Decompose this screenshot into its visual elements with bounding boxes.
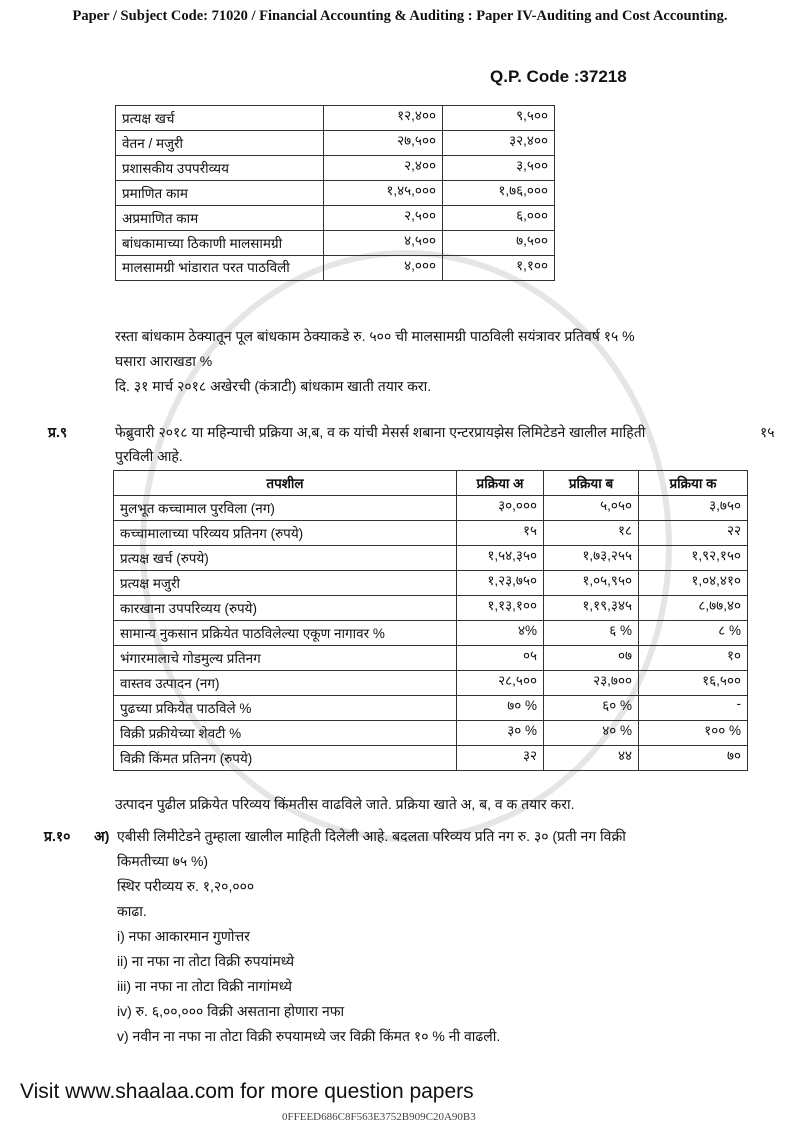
cell-value: १०० % [639, 721, 748, 746]
row-label: भंगारमालाचे गोडमुल्य प्रतिनग [114, 646, 457, 671]
q9-instruction: उत्पादन पुढील प्रक्रियेत परिव्यय किंमतीस वाढविले जाते. प्रक्रिया खाते अ, ब, व क तयार करा. [115, 796, 575, 812]
cell-value: ३० % [457, 721, 544, 746]
row-label: प्रशासकीय उपपरीव्यय [116, 156, 324, 181]
table-row [114, 671, 748, 696]
cell-value: ४४ [544, 746, 639, 771]
cell-value: २७,५०० [324, 131, 443, 156]
cell-value: ४,००० [324, 256, 443, 281]
cell-value: ३२ [457, 746, 544, 771]
col-header: प्रक्रिया ब [544, 471, 639, 496]
cell-value: ४० % [544, 721, 639, 746]
row-label: कारखाना उपपरिव्यय (रुपये) [114, 596, 457, 621]
q10-text: स्थिर परीव्यय रु. १,२०,००० [117, 878, 255, 894]
para-line: घसारा आराखडा % [115, 353, 213, 369]
table-row [116, 181, 555, 206]
row-label: विक्री किंमत प्रतिनग (रुपये) [114, 746, 457, 771]
q9-marks: १५ [760, 424, 775, 440]
table-row [116, 156, 555, 181]
row-label: प्रत्यक्ष मजुरी [114, 571, 457, 596]
para-line: दि. ३१ मार्च २०१८ अखेरची (कंत्राटी) बांधकाम खाती तयार करा. [115, 378, 432, 394]
cell-value: ६,००० [443, 206, 555, 231]
q10-item: ii) ना नफा ना तोटा विक्री रुपयांमध्ये [117, 953, 295, 969]
cell-value: २८,५०० [457, 671, 544, 696]
table-row [114, 646, 748, 671]
row-label: प्रत्यक्ष खर्च [116, 106, 324, 131]
row-label: बांधकामाच्या ठिकाणी मालसामग्री [116, 231, 324, 256]
table-row [116, 106, 555, 131]
q9-text: फेब्रुवारी २०१८ या महिन्याची प्रक्रिया अ,ब, व क यांची मेसर्स शबाना एन्टरप्रायझेस लिमिटेडने खालील माहिती [115, 424, 646, 440]
cell-value: १,१०० [443, 256, 555, 281]
cell-value: ०७ [544, 646, 639, 671]
row-label: पुढच्या प्रकियेत पाठविले % [114, 696, 457, 721]
page-header: Paper / Subject Code: 71020 / Financial Accounting & Auditing : Paper IV-Auditing and Cost Accounting. [72, 8, 728, 24]
cell-value: १,१३,१०० [457, 596, 544, 621]
table-row [114, 696, 748, 721]
cell-value: ०५ [457, 646, 544, 671]
para-line: रस्ता बांधकाम ठेक्यातून पूल बांधकाम ठेक्याकडे रु. ५०० ची मालसामग्री पाठविली सयंत्रावर प्रतिवर्ष १५ % [115, 328, 635, 344]
table-row [114, 621, 748, 646]
row-label: कच्चामालाच्या परिव्यय प्रतिनग (रुपये) [114, 521, 457, 546]
cell-value: २२ [639, 521, 748, 546]
cell-value: - [639, 696, 748, 721]
q9-text: पुरविली आहे. [115, 448, 183, 464]
cell-value: ३०,००० [457, 496, 544, 521]
cell-value: ३२,४०० [443, 131, 555, 156]
document-hash: 0FFEED686C8F563E3752B909C20A90B3 [282, 1111, 476, 1123]
cell-value: १,१९,३४५ [544, 596, 639, 621]
row-label: वेतन / मजुरी [116, 131, 324, 156]
cell-value: ६० % [544, 696, 639, 721]
cell-value: ९,५०० [443, 106, 555, 131]
cell-value: ७,५०० [443, 231, 555, 256]
cell-value: १,५४,३५० [457, 546, 544, 571]
row-label: प्रत्यक्ष खर्च (रुपये) [114, 546, 457, 571]
cell-value: ८ % [639, 621, 748, 646]
cell-value: २,५०० [324, 206, 443, 231]
col-header: तपशील [114, 471, 457, 496]
cell-value: १५ [457, 521, 544, 546]
cell-value: १,०४,४१० [639, 571, 748, 596]
table-row [114, 546, 748, 571]
table-row [114, 571, 748, 596]
row-label: सामान्य नुकसान प्रक्रियेत पाठविलेल्या एकूण नागावर % [114, 621, 457, 646]
q10-item: iii) ना नफा ना तोटा विक्री नागांमध्ये [117, 978, 293, 994]
cell-value: १,७३,२५५ [544, 546, 639, 571]
cell-value: १,२३,७५० [457, 571, 544, 596]
cell-value: १२,४०० [324, 106, 443, 131]
cell-value: १,४५,००० [324, 181, 443, 206]
q9-number: प्र.९ [48, 424, 68, 440]
q10-text: काढा. [117, 903, 147, 919]
cell-value: १,०५,९५० [544, 571, 639, 596]
table-row [114, 496, 748, 521]
table-row [116, 206, 555, 231]
q10-item: iv) रु. ६,००,००० विक्री असताना होणारा नफा [117, 1003, 345, 1019]
cell-value: ४,५०० [324, 231, 443, 256]
footer-link[interactable]: Visit www.shaalaa.com for more question papers [20, 1080, 474, 1103]
cell-value: १६,५०० [639, 671, 748, 696]
table-row [114, 521, 748, 546]
cell-value: १० [639, 646, 748, 671]
qp-code: Q.P. Code :37218 [490, 67, 627, 86]
cell-value: १८ [544, 521, 639, 546]
row-label: मालसामग्री भांडारात परत पाठविली [116, 256, 324, 281]
table-row [116, 256, 555, 281]
row-label: विक्री प्रक्रीयेच्या शेवटी % [114, 721, 457, 746]
row-label: अप्रमाणित काम [116, 206, 324, 231]
row-label: मुलभूत कच्चामाल पुरविला (नग) [114, 496, 457, 521]
cell-value: ८,७७,४० [639, 596, 748, 621]
cell-value: ७० % [457, 696, 544, 721]
cell-value: ३,७५० [639, 496, 748, 521]
table-row [114, 721, 748, 746]
q10-item: v) नवीन ना नफा ना तोटा विक्री रुपयामध्ये जर विक्री किंमत १० % नी वाढली. [117, 1028, 501, 1044]
cell-value: ४% [457, 621, 544, 646]
cell-value: २३,७०० [544, 671, 639, 696]
cell-value: २,४०० [324, 156, 443, 181]
cell-value: ५,०५० [544, 496, 639, 521]
col-header: प्रक्रिया अ [457, 471, 544, 496]
q10-text: एबीसी लिमीटेडने तुम्हाला खालील माहिती दिलेली आहे. बदलता परिव्यय प्रति नग रु. ३० (प्रती नग विक्री [117, 828, 626, 844]
cell-value: ६ % [544, 621, 639, 646]
q10-sub: अ) [94, 828, 110, 844]
cell-value: १,९२,१५० [639, 546, 748, 571]
table-row [114, 596, 748, 621]
table-row [116, 131, 555, 156]
cell-value: ७० [639, 746, 748, 771]
cell-value: १,७६,००० [443, 181, 555, 206]
q10-number: प्र.१० [44, 828, 71, 844]
q10-item: i) नफा आकारमान गुणोत्तर [117, 928, 250, 944]
row-label: प्रमाणित काम [116, 181, 324, 206]
table-row [116, 231, 555, 256]
q10-text: किमतीच्या ७५ %) [117, 853, 209, 869]
contract-table [115, 105, 555, 281]
row-label: वास्तव उत्पादन (नग) [114, 671, 457, 696]
cell-value: ३,५०० [443, 156, 555, 181]
col-header: प्रक्रिया क [639, 471, 748, 496]
process-table [113, 470, 748, 771]
table-row [114, 746, 748, 771]
